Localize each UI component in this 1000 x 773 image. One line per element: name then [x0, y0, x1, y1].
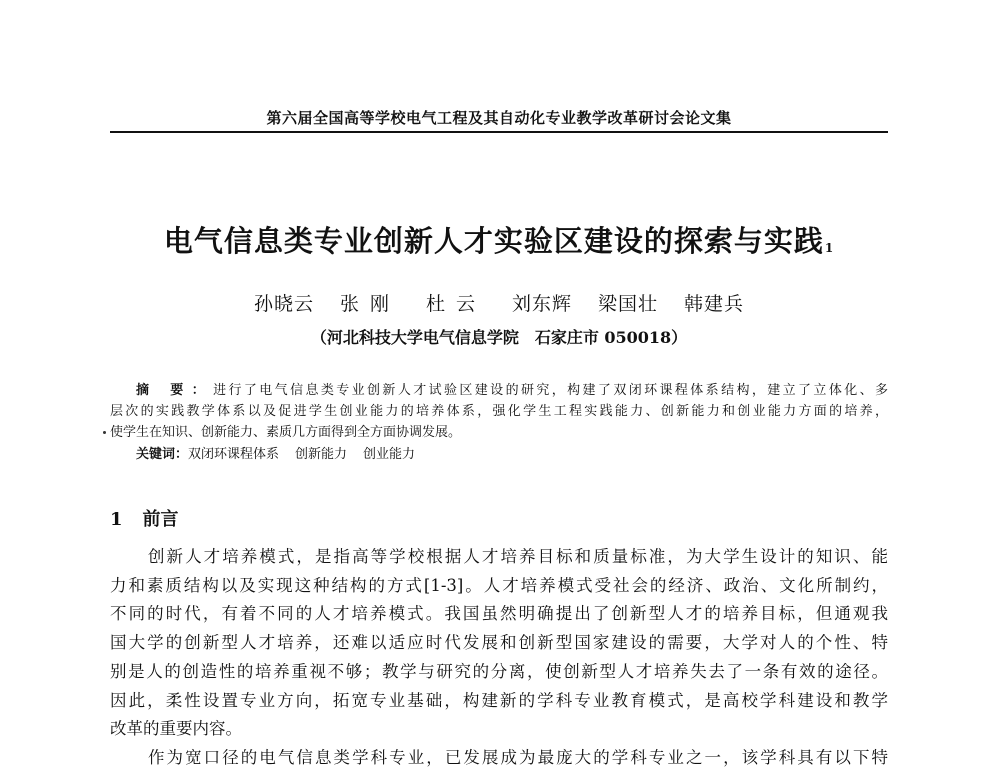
keyword: 创业能力 — [363, 447, 416, 462]
abstract-line — [110, 380, 888, 401]
body-text — [110, 543, 888, 773]
author-name: 刘东辉 — [512, 293, 573, 315]
abstract-label: 摘 要： — [136, 383, 214, 398]
body-line: 力和素质结构以及实现这种结构的方式[1-3]。人才培养模式受社会的经济、政治、文化所制约， — [110, 575, 888, 595]
author-name: 张刚 — [339, 293, 400, 315]
paper-title — [110, 219, 888, 260]
header-rule — [110, 131, 888, 133]
author-name: 杜云 — [425, 293, 486, 315]
author-name: 韩建兵 — [684, 293, 745, 315]
paper-title-text: 电气信息类专业创新人才实验区建设的探索与实践 — [163, 224, 824, 258]
keywords — [110, 444, 888, 465]
body-line: 因此，柔性设置专业方向，拓宽专业基础，构建新的学科专业教育模式，是高校学科建设和教学 — [110, 690, 888, 710]
running-header: 第六届全国高等学校电气工程及其自动化专业教学改革研讨会论文集 — [266, 109, 732, 127]
abstract-line: 层次的实践教学体系以及促进学生创业能力的培养体系，强化学生工程实践能力、创新能力和创业能力方面的培养， — [110, 404, 888, 419]
abstract-text: 进行了电气信息类专业创新人才试验区建设的研究，构建了双闭环课程体系结构，建立了立体化、多 — [213, 383, 888, 398]
abstract — [110, 380, 888, 443]
section-number: 1 — [110, 509, 123, 530]
body-line: 国大学的创新型人才培养，还难以适应时代发展和创新型国家建设的需要，大学对人的个性、特 — [110, 633, 888, 653]
body-line: 改革的重要内容。 — [110, 719, 242, 739]
author-list — [110, 289, 888, 316]
body-line: 不同的时代，有着不同的人才培养模式。我国虽然明确提出了创新型人才的培养目标，但通观我 — [110, 604, 888, 624]
abstract-line: 使学生在知识、创新能力、素质几方面得到全方面协调发展。 — [110, 425, 462, 440]
section-heading — [110, 505, 179, 531]
body-line: 创新人才培养模式，是指高等学校根据人才培养目标和质量标准，为大学生设计的知识、能 — [148, 547, 888, 566]
section-title: 前言 — [142, 509, 179, 530]
keywords-label: 关键词： — [136, 447, 189, 462]
author-name: 梁国壮 — [598, 293, 659, 315]
keyword: 双闭环课程体系 — [188, 447, 280, 462]
body-line: 作为宽口径的电气信息类学科专业，已发展成为最庞大的学科专业之一，该学科具有以下特 — [148, 747, 888, 767]
author-name: 孙晓云 — [253, 293, 314, 315]
title-footnote-mark: 1 — [824, 241, 835, 255]
body-line: 别是人的创造性的培养重视不够；教学与研究的分离，使创新型人才培养失去了一条有效的途径。 — [110, 661, 888, 681]
keyword: 创新能力 — [295, 447, 348, 462]
scan-speck — [103, 431, 106, 434]
affiliation: （河北科技大学电气信息学院 石家庄市 050018） — [310, 328, 688, 347]
